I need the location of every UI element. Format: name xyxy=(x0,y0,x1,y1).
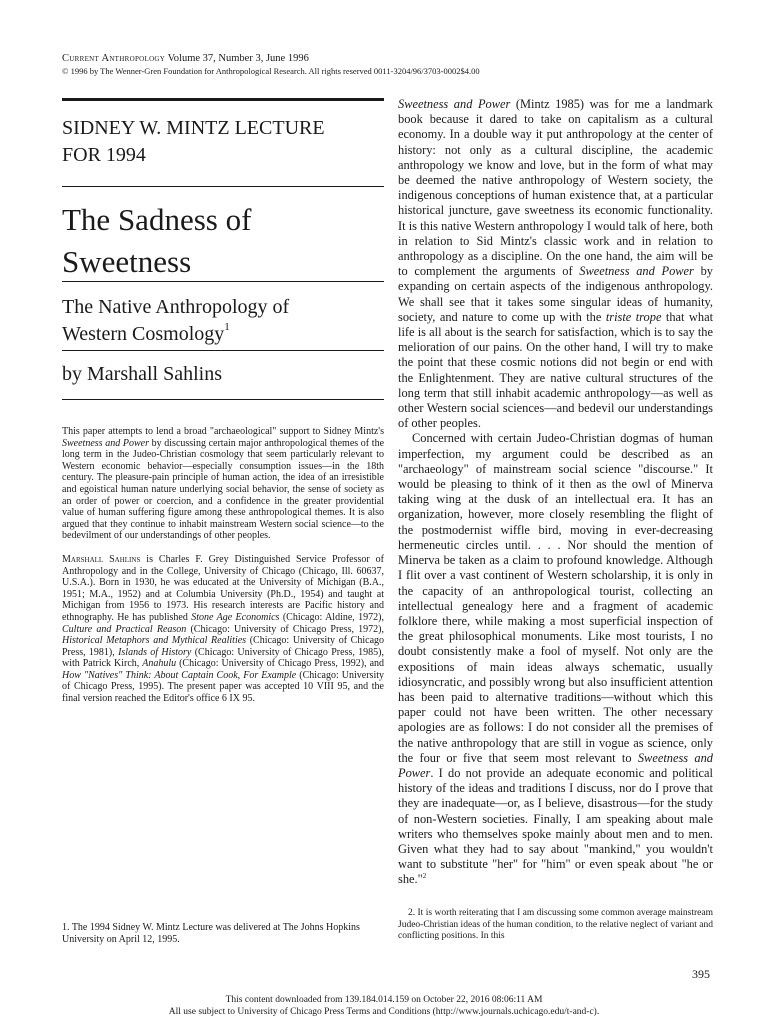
abstract xyxy=(62,426,384,542)
abstract-work-title: Sweetness and Power xyxy=(62,437,149,449)
divider-rule xyxy=(62,186,384,187)
article-title xyxy=(62,199,384,281)
bio-book-title: Historical Metaphors and Mythical Realities xyxy=(62,635,247,647)
journal-citation xyxy=(62,52,702,65)
body-paragraph-2 xyxy=(398,431,713,887)
lecture-heading xyxy=(62,115,384,186)
body-italic: Sweetness and Power xyxy=(579,264,694,279)
body-text-run: Concerned with certain Judeo-Christian dogmas of human imperfection, my argument could be described as an "archaeology" of mainstream social science "discourse." It would be pleasing to think of it then as the owl of Minerva taking wing at the dusk of an intellectual era. It has an organization, however, more closely resembling the flight of the postmodernist wiffle bird, moving in ever-decreasing hermeneutic circles until. . . . Nor should the mention of Minerva be taken as a claim to profound knowledge. Although I flit over a vast continent of Western scholarship, it is only in the capacity of an anthropological tourist, collecting an intellectual genealogy here and a fragment of academic folklore there, while making a most superficial inspection of the great philosophical monuments. Like most tourists, I no doubt consistently make a fool of myself. Not only are the expositions of main ideas always schematic, usually idiosyncratic, and possibly wrong but also insufficient attention has been paid to alternative traditions—without which this paper could not have been written. The other necessary apologies are as follows: I do not consider all the premises of the native anthropology that are still in vogue as science, only the four or five that seem most relevant to xyxy=(398,431,713,765)
bio-text: (Chicago: University of Chicago Press, 1992), and xyxy=(176,658,385,670)
title-line-2: Sweetness xyxy=(62,244,192,279)
footnote-marker: 2 xyxy=(422,872,427,881)
subtitle-line-2-text: Western Cosmology xyxy=(62,323,225,345)
bio-text: (Chicago: University of Chicago Press, 1985), with Patrick Kirch, xyxy=(62,646,384,670)
lecture-line-1: SIDNEY W. MINTZ LECTURE xyxy=(62,117,325,139)
body-italic: triste trope xyxy=(605,309,662,324)
body-text-run: . I do not provide an adequate economic and political history of the ideas and traditions I discuss, nor do I prove that they are inadequate—or, as I believe, disastrous—for the study of non-Western societies. Finally, I am speaking about male writers who themselves spoke mainly about men and to men. Given what they had to say about "mankind," you wouldn't want to substitute "her" for "him" or even speak about "he or she." xyxy=(398,765,713,887)
bio-text: (Chicago: University of Chicago Press, 1995). The present paper was accepted 10 VIII 95, and the final version reached the Editor's office 6 IX 95. xyxy=(62,669,384,705)
bio-book-title: How "Natives" Think: About Captain Cook, For Example xyxy=(62,669,297,681)
body-text xyxy=(398,97,713,888)
footnote-2 xyxy=(398,908,713,943)
footnote-marker: 1 xyxy=(224,321,230,333)
abstract-text: This paper attempts to lend a broad "archaeological" support to Sidney Mintz's xyxy=(62,426,384,437)
bio-text: (Chicago: University of Chicago Press, 1972), xyxy=(186,623,384,635)
bio-name: Marshall Sahlins xyxy=(62,553,141,565)
body-text-run: by expanding on certain aspects of the indigenous anthropology. We shall see that it takes some singular ideas of humanity, society, and nature to come up with the xyxy=(398,264,713,324)
article-subtitle xyxy=(62,294,384,350)
subtitle-line-1: The Native Anthropology of xyxy=(62,296,290,318)
bio-text: is Charles F. Grey Distinguished Service Professor of Anthropology and in the College, University of Chicago (Chicago, Ill. 60637, U.S.A.). Born in 1930, he was educated at the University of Michigan (B.A., 1951; M.A., 1952) and at Columbia University (Ph.D., 1954) and taught at Michigan from 1956 to 1973. His research interests are Pacific history and ethnography. He has published xyxy=(62,553,384,623)
title-line-1: The Sadness of xyxy=(62,202,252,237)
journal-name: Current Anthropology xyxy=(62,53,166,64)
body-italic: Sweetness and Power xyxy=(398,750,713,780)
body-text-run: that what life is all about is the search for satisfaction, which is to say the melioration of our pains. On the other hand, I will try to make the point that these cosmic notions did not begin or end with the Enlightenment. They are native cultural structures of the long term that still inhabit academic anthropology—as well as other Western social sciences—and bedevil our understandings of other peoples. xyxy=(398,309,714,431)
bio-book-title: Anahulu xyxy=(142,658,177,670)
bio-text: (Chicago: Aldine, 1972), xyxy=(279,611,384,623)
body-italic: Sweetness and Power xyxy=(398,97,511,111)
body-text-run: (Mintz 1985) was for me a landmark book because it dared to take on capitalism as a cultural economy. In a double way it put anthropology at the center of history: not only as a cultural discipline, the academic anthropology we know and love, but in the form of what may be deemed the native anthropology of Western society, the indigenous conceptions of human existence that, at a particular historical juncture, gave sweetness its economic functionality. It is this native Western anthropology I would talk of here, both in relation to Sid Mintz's classic work and in relation to anthropology as a discipline. On the one hand, the aim will be to complement the arguments of xyxy=(398,97,713,279)
divider-rule xyxy=(62,350,384,351)
page-number: 395 xyxy=(692,967,710,981)
subtitle-line-2 xyxy=(62,321,384,348)
body-paragraph-1 xyxy=(398,97,713,431)
author-bio xyxy=(62,554,384,705)
journal-issue: Volume 37, Number 3, June 1996 xyxy=(167,53,309,64)
bio-book-title: Culture and Practical Reason xyxy=(62,623,187,635)
lecture-line-2: FOR 1994 xyxy=(62,144,146,166)
top-rule xyxy=(62,98,384,101)
divider-rule xyxy=(62,399,384,400)
bio-book-title: Stone Age Economics xyxy=(191,611,280,623)
bio-book-title: Islands of History xyxy=(118,646,192,658)
download-line-1: This content downloaded from 139.184.014.159 on October 22, 2016 08:06:11 AM xyxy=(225,995,543,1005)
footnote-1: 1. The 1994 Sidney W. Mintz Lecture was delivered at The Johns Hopkins University on April 12, 1995. xyxy=(62,922,360,945)
download-line-2: All use subject to University of Chicago Press Terms and Conditions (http://www.journals.uchicago.edu/t-and-c). xyxy=(168,1006,600,1017)
author-byline: by Marshall Sahlins xyxy=(62,363,222,385)
journal-header xyxy=(62,52,702,78)
left-column xyxy=(62,98,384,705)
bio-text: (Chicago: University of Chicago Press, 1981), xyxy=(62,635,385,658)
download-notice xyxy=(0,995,768,1018)
footnote-2-text: 2. It is worth reiterating that I am discussing some common average mainstream Judeo-Christian ideas of the human condition, to the relative neglect of variant and conflicting positions. In this xyxy=(398,908,713,942)
abstract-text: by discussing certain major anthropological themes of the long term in the Judeo-Christian cosmology that seem particularly relevant to Western economic behavior—especially consumption issues—in the 18th century. The pleasure-pain principle of human action, the idea of an irresistible and egoistical human nature underlying social behavior, the sense of society as an order of power or coercion, and a confidence in the greater providential value of human suffering figure among these anthropological themes. It is also argued that they continue to inhabit mainstream Western social science—to the bedevilment of our understandings of other peoples. xyxy=(62,437,385,542)
copyright-line: © 1996 by The Wenner-Gren Foundation for Anthropological Research. All rights reserved 0011-3204/96/3703-0002$4.00 xyxy=(62,66,480,76)
